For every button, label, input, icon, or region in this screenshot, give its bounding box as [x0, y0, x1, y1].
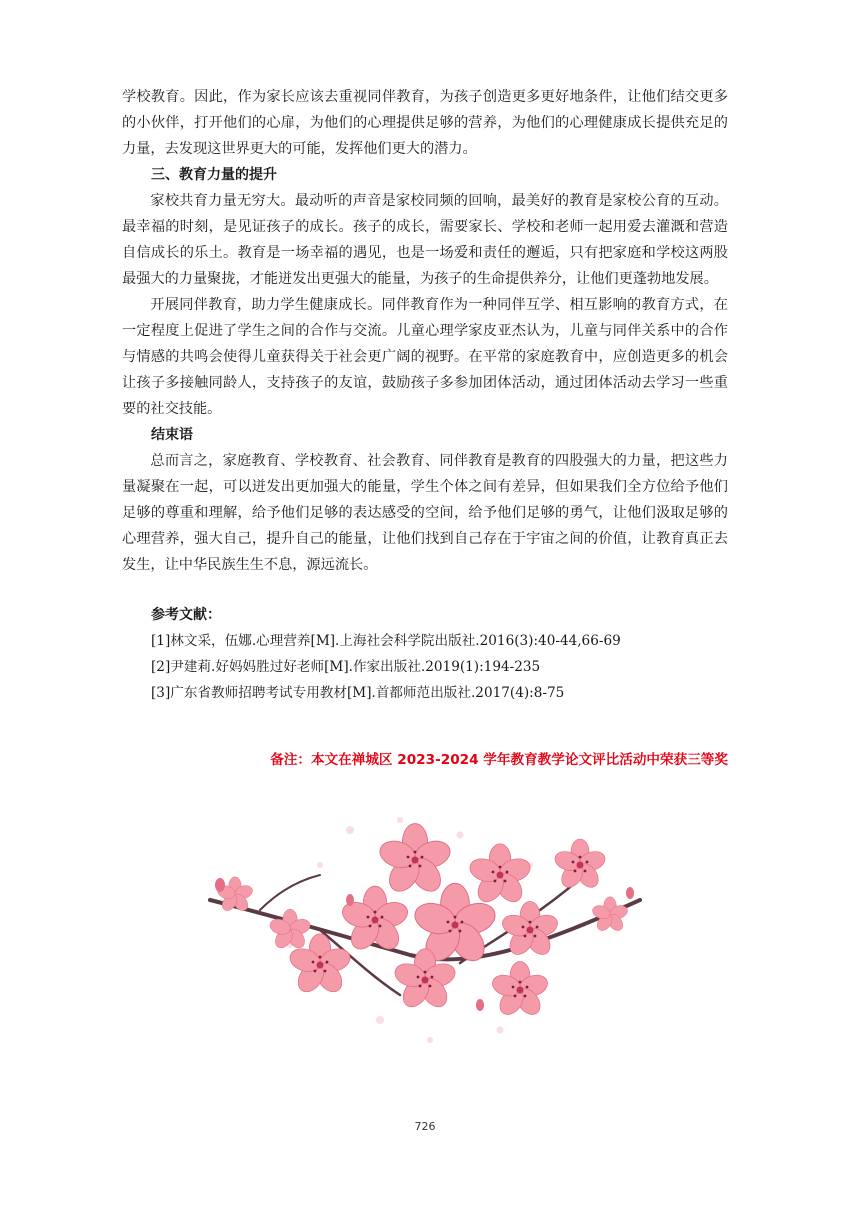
paragraph-continued: 学校教育。因此，作为家长应该去重视同伴教育，为孩子创造更多更好地条件，让他们结交更多的小伙伴，打开他们的心扉，为他们的心理提供足够的营养，为他们的心理健康成长提供充足的力量，去发现这世界更大的可能，发挥他们更大的潜力。 — [122, 89, 728, 157]
award-note: 备注：本文在禅城区 2023-2024 学年教育教学论文评比活动中荣获三等奖 — [270, 752, 728, 768]
paragraph-peer-education: 开展同伴教育，助力学生健康成长。同伴教育作为一种同伴互学、相互影响的教育方式，在一定程度上促进了学生之间的合作与交流。儿童心理学家皮亚杰认为，儿童与同伴关系中的合作与情感的共鸣会使得儿童获得关于社会更广阔的视野。在平常的家庭教育中，应创造更多的机会让孩子多接触同龄人，支持孩子的友谊，鼓励孩子多参加团体活动，通过团体活动去学习一些重要的社交技能。 — [122, 297, 728, 417]
cherry-blossom-branch-icon — [200, 805, 650, 1055]
reference-item: [3]广东省教师招聘考试专用教材[M].首都师范出版社.2017(4):8-75 — [151, 685, 565, 701]
paragraph-conclusion: 总而言之，家庭教育、学校教育、社会教育、同伴教育是教育的四股强大的力量，把这些力量凝聚在一起，可以迸发出更加强大的能量，学生个体之间有差异，但如果我们全方位给予他们足够的尊重和理解，给予他们足够的表达感受的空间，给予他们足够的勇气，让他们汲取足够的心理营养，强大自己，提升自己的能量，让他们找到自己存在于宇宙之间的价值，让教育真正去发生，让中华民族生生不息，源远流长。 — [122, 453, 728, 573]
references-title: 参考文献： — [151, 607, 221, 623]
paragraph-home-school: 家校共育力量无穷大。最动听的声音是家校同频的回响，最美好的教育是家校公育的互动。最幸福的时刻，是见证孩子的成长。孩子的成长，需要家长、学校和老师一起用爱去灌溉和营造自信成长的乐土。教育是一场幸福的遇见，也是一场爱和责任的邂逅，只有把家庭和学校这两股最强大的力量聚拢，才能迸发出更强大的能量，为孩子的生命提供养分，让他们更蓬勃地发展。 — [122, 193, 728, 287]
page-number: 726 — [414, 1120, 436, 1133]
body-text — [122, 84, 728, 706]
references-section — [122, 602, 728, 706]
reference-item: [1]林文采，伍娜.心理营养[M].上海社会科学院出版社.2016(3):40-44,66-69 — [151, 633, 621, 649]
reference-item: [2]尹建莉.好妈妈胜过好老师[M].作家出版社.2019(1):194-235 — [151, 659, 541, 675]
conclusion-heading: 结束语 — [151, 427, 193, 443]
section-heading-3: 三、教育力量的提升 — [151, 167, 277, 183]
